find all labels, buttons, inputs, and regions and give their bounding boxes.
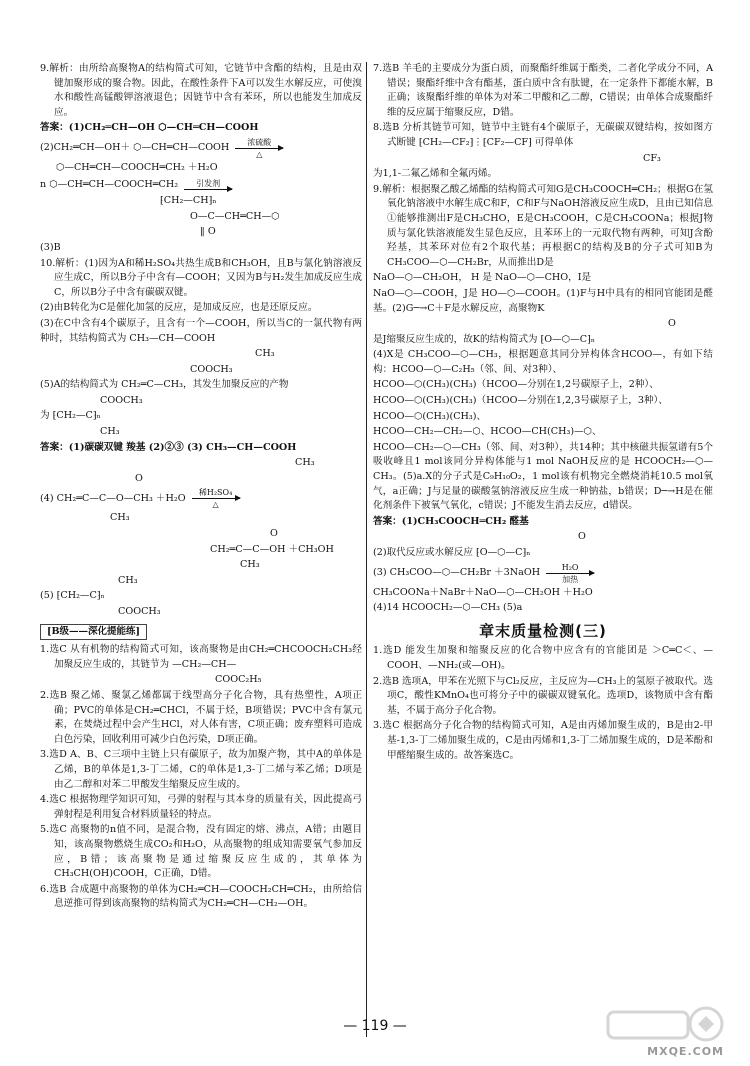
q8-sub: CF₃	[643, 152, 661, 164]
q10-eq4-right-top: O	[270, 528, 278, 540]
q9r-eq3-right: CH₃COONa＋NaBr＋NaO—⬡—CH₂OH ＋H₂O	[373, 586, 593, 598]
levelb-q4: 4.选C 根据物理学知识可知，弓弹的射程与其本身的质量有关，因此提高弓弹射程是利用复合材料质量轻的特点。	[40, 794, 362, 820]
q9r-isomer-1: HCOO—⬡(CH₃)(CH₃)（HCOO—分别在1,2号碳原子上，2种）、	[373, 379, 659, 391]
q9-equation-2	[40, 138, 362, 159]
q9r-analysis-5: (4)X是 CH₃COO—⬡—CH₃，根据题意其同分异构体含HCOO—，有如下结构：HCOO—⬡—C₂H₅（邻、间、对3种）、	[373, 349, 713, 375]
reaction-arrow: 浓硫酸 △	[235, 138, 283, 159]
q9r-answer-2-top: O	[578, 531, 586, 543]
q10-analysis-3-sub: CH₃	[255, 348, 275, 360]
q9-analysis: 9.解析：由所给高聚物A的结构简式可知，它链节中含酯的结构，且是由双键加聚形成的聚合物。因此，在酸性条件下A可以发生水解反应，可使溴水和酸性高锰酸钾溶液退色；因链节中含有苯环，所以也能发生加成反应。	[40, 63, 362, 118]
q10-analysis-5: (5)A的结构简式为 CH₂═C—CH₃，其发生加聚反应的产物	[40, 379, 289, 391]
q10-analysis-4: COOCH₃	[190, 363, 233, 375]
q10-analysis-3: (3)在C中含有4个碳原子，且含有一个—COOH，所以当C的一氯代物有两种时，其结构简式为 CH₃—CH—COOH	[40, 317, 362, 344]
q10-analysis-1: 10.解析：(1)因为A和稀H₂SO₄共热生成B和CH₃OH，且B与氯化钠溶液反应生成C，所以B分子中含有—COOH；又因为B与H₂发生加成反应生成C，所以B分子中含有碳碳双键。	[40, 257, 362, 298]
q9r-analysis-2: NaO—⬡—CH₂OH， H 是 NaO—⬡—CHO，I是	[373, 272, 592, 284]
page-number: — 119 —	[343, 1018, 407, 1034]
reaction-arrow: H₂O 加热	[546, 563, 594, 584]
q10-answer: 答案：(1)碳碳双键 羧基 (2)②③ (3) CH₃—CH—COOH	[40, 441, 297, 453]
q9r-answer-4: (4)14 HCOOCH₂—⬡—CH₃ (5)a	[373, 602, 523, 614]
chapter-q1: 1.选D 能发生加聚和缩聚反应的化合物中应含有的官能团是 ＞C═C＜、—COOH、—NH₂(或—OH)。	[373, 645, 713, 671]
watermark-text: MXQE.COM	[647, 1045, 724, 1058]
q9r-answer-2: (2)取代反应或水解反应 ⁅O—⬡—C⁆ₙ	[373, 547, 531, 558]
q8-end: 为1,1-二氟乙烯和全氟丙烯。	[373, 168, 498, 180]
q9r-equation-3: (3) CH₃COO—⬡—CH₂Br ＋3NaOH H₂O 加热	[373, 563, 713, 584]
chapter-test-title: 章末质量检测(三)	[479, 621, 607, 640]
q10-analysis-2: (2)由B转化为C是催化加氢的反应，是加成反应，也是还原反应。	[40, 302, 318, 314]
q9r-analysis-3: NaO—⬡—COOH，J是 HO—⬡—COOH。(1)F与H中具有的相同官能团是醛基。(2)G─→C＋F是水解反应，高聚物K	[373, 287, 713, 314]
chapter-q3: 3.选C 根据高分子化合物的结构简式可知，A是由丙烯加聚生成的，B是由2-甲基-1,3-丁二烯加聚生成的，C是由丙烯和1,3-丁二烯加聚生成的，D是苯酚和甲醛缩聚生成的。故答案选C。	[373, 720, 713, 761]
q9r-analysis-6: HCOO—CH₂—⬡—CH₃（邻、间、对3种），共14种；其中核磁共振氢谱有5个吸收峰且1 mol该同分异构体能与1 mol NaOH反应的是 HCOOCH₂—⬡—CH₃。(5)a.X的分子式是C₉H₁₀O₂，1 mol该有机物完全燃烧消耗10.5 mol氧气，a正确；J与足量的碳酸氢钠溶液反应生成一种钠盐，b错误；D─→H是在催化剂条件下被氧气氧化，c错误；J不能发生消去反应，d错误。	[373, 441, 713, 512]
q10-eq4-top: O	[135, 472, 143, 484]
right-column	[373, 62, 713, 764]
levelb-q1-sub: COOC₂H₅	[215, 674, 262, 686]
q10-p5-sub: COOCH₃	[118, 606, 161, 617]
reaction-arrow: 引发剂	[184, 179, 232, 191]
q10-answer-sub: CH₃	[295, 457, 315, 469]
q9-eq2-left: (2)CH₂═CH—OH＋ ⬡—CH═CH—COOH	[40, 142, 230, 154]
reaction-arrow: 稀H₂SO₄ △	[192, 488, 240, 509]
levelb-q1: 1.选C 从有机物的结构简式可知，该高聚物是由CH₂═CHCOOCH₂CH₃经加聚反应生成的，其链节为 —CH₂—CH—	[40, 644, 362, 670]
q9r-analysis-1: 9.解析：根据聚乙酸乙烯酯的结构简式可知G是CH₃COOCH═CH₂；根据G在氢氧化钠溶液中水解生成C和F，C和F与NaOH溶液反应生成D，且由已知信息①能够推测出F是CH₃CHO，E是CH₃COOH，C是CH₃COONa；根据J物质与氯化铁溶液能发生显色反应，且苯环上的一元取代物有两种，可知J含酚羟基，其苯环对位有2个取代基；再根据C的结构及B的分子式可知B为 CH₃COO—⬡—CH₂Br，从而推出D是	[373, 183, 713, 268]
q10-analysis-5b: COOCH₃	[100, 394, 143, 406]
q9-poly-r2: O—C—CH═CH—⬡	[190, 210, 280, 222]
q10-equation-4: (4) CH₂═C—C—O—CH₃ ＋H₂O 稀H₂SO₄ △	[40, 488, 362, 509]
q9-part3: (3)B	[40, 241, 61, 253]
q9-polymer-equation: n ⬡—CH═CH—COOCH═CH₂ 引发剂	[40, 178, 362, 193]
q9-poly-r3: ‖ O	[200, 226, 216, 238]
q9-eq2-right: ⬡—CH═CH—COOCH═CH₂ ＋H₂O	[56, 161, 218, 173]
levelb-q6: 6.选B 合成题中高聚物的单体为CH₂═CH—COOCH₂CH═CH₂，由所给信息逆推可得到该高聚物的结构简式为CH₂═CH—CH₂—OH。	[40, 883, 362, 910]
q10-eq4-right: CH₂═C—C—OH ＋CH₃OH	[210, 543, 334, 555]
levelb-q5: 5.选C 高聚物的n值不同，是混合物，没有固定的熔、沸点，A错；由题目知，该高聚物燃烧生成CO₂和H₂O，从高聚物的组成知需要氧气参加反应，B错；该高聚物是通过缩聚反应生成的，其单体为CH₃CH(OH)COOH，C正确，D错。	[40, 824, 362, 880]
q10-analysis-5c: 为 ⁅CH₂—C⁆ₙ	[40, 410, 101, 422]
q9r-isomer-3: HCOO—⬡(CH₃)(CH₃)、	[373, 410, 487, 422]
q9r-analysis-4: 是J缩聚反应生成的，故K的结构简式为 ⁅O—⬡—C⁆ₙ	[373, 333, 595, 345]
q10-analysis-5d: CH₃	[100, 426, 120, 438]
chapter-q2: 2.选B 选项A，甲苯在光照下与Cl₂反应，主反应为—CH₃上的氢原子被取代。选项C，酸性KMnO₄也可将分子中的碳碳双键氧化。选项D，该物质中含有酯基，不属于高分子化合物。	[373, 675, 713, 716]
level-b-title: [B级——深化提能练]	[40, 624, 147, 641]
q9r-answer-1: 答案：(1)CH₃COOCH═CH₂ 醛基	[373, 515, 529, 527]
q7: 7.选B 羊毛的主要成分为蛋白质，而聚酯纤维属于酯类，二者化学成分不同，A错误；聚酯纤维中含有酯基，蛋白质中含有肽键，在一定条件下都能水解，B正确；该聚酯纤维的单体为对苯二甲酸和乙二醇，C错误；由单体合成聚酯纤维的反应属于缩聚反应，D错。	[373, 63, 713, 118]
q10-p5: (5) ⁅CH₂—C⁆ₙ	[40, 590, 105, 602]
levelb-q2: 2.选B 聚乙烯、聚氯乙烯都属于线型高分子化合物，具有热塑性，A项正确；PVC的单体是CH₂═CHCl，不属于烃，B项错误；PVC中含有氯元素，在焚烧过程中会产生HCl，对人体有害，C项正确；废弃塑料可造成白色污染，回收利用可减少白色污染，D项正确。	[40, 689, 362, 745]
q10-eq4-sub: CH₃	[110, 512, 130, 524]
q8: 8.选B 分析其链节可知，链节中主链有4个碳原子，无碳碳双键结构，按如图方式断键 ⁅CH₂—CF₂⁆⋮⁅CF₂—CF⁆ 可得单体	[373, 122, 713, 148]
q9-answer: 答案：(1)CH₂═CH—OH ⬡—CH═CH—COOH	[40, 122, 259, 134]
q9r-isomer-2: HCOO—⬡(CH₃)(CH₃)（HCOO—分别在1,2,3号碳原子上，3种）、	[373, 395, 668, 407]
q9r-analysis-3b: O	[668, 318, 676, 330]
q10-eq4-right-sub: CH₃	[240, 559, 260, 571]
levelb-q3: 3.选D A、B、C三项中主链上只有碳原子，故为加聚产物，其中A的单体是乙烯，B的单体是1,3-丁二烯，C的单体是1,3-丁二烯与苯乙烯；D项是由乙二醇和对苯二甲酸发生缩聚反应生成的。	[40, 749, 362, 790]
q9-poly-r1: ⁅CH₂—CH⁆ₙ	[160, 195, 217, 207]
q10-p5-top: CH₃	[118, 574, 138, 586]
column-divider	[366, 62, 367, 1037]
left-column	[40, 62, 362, 913]
q9r-isomer-4: HCOO—CH₂—CH₂—⬡、HCOO—CH(CH₃)—⬡、	[373, 426, 602, 438]
